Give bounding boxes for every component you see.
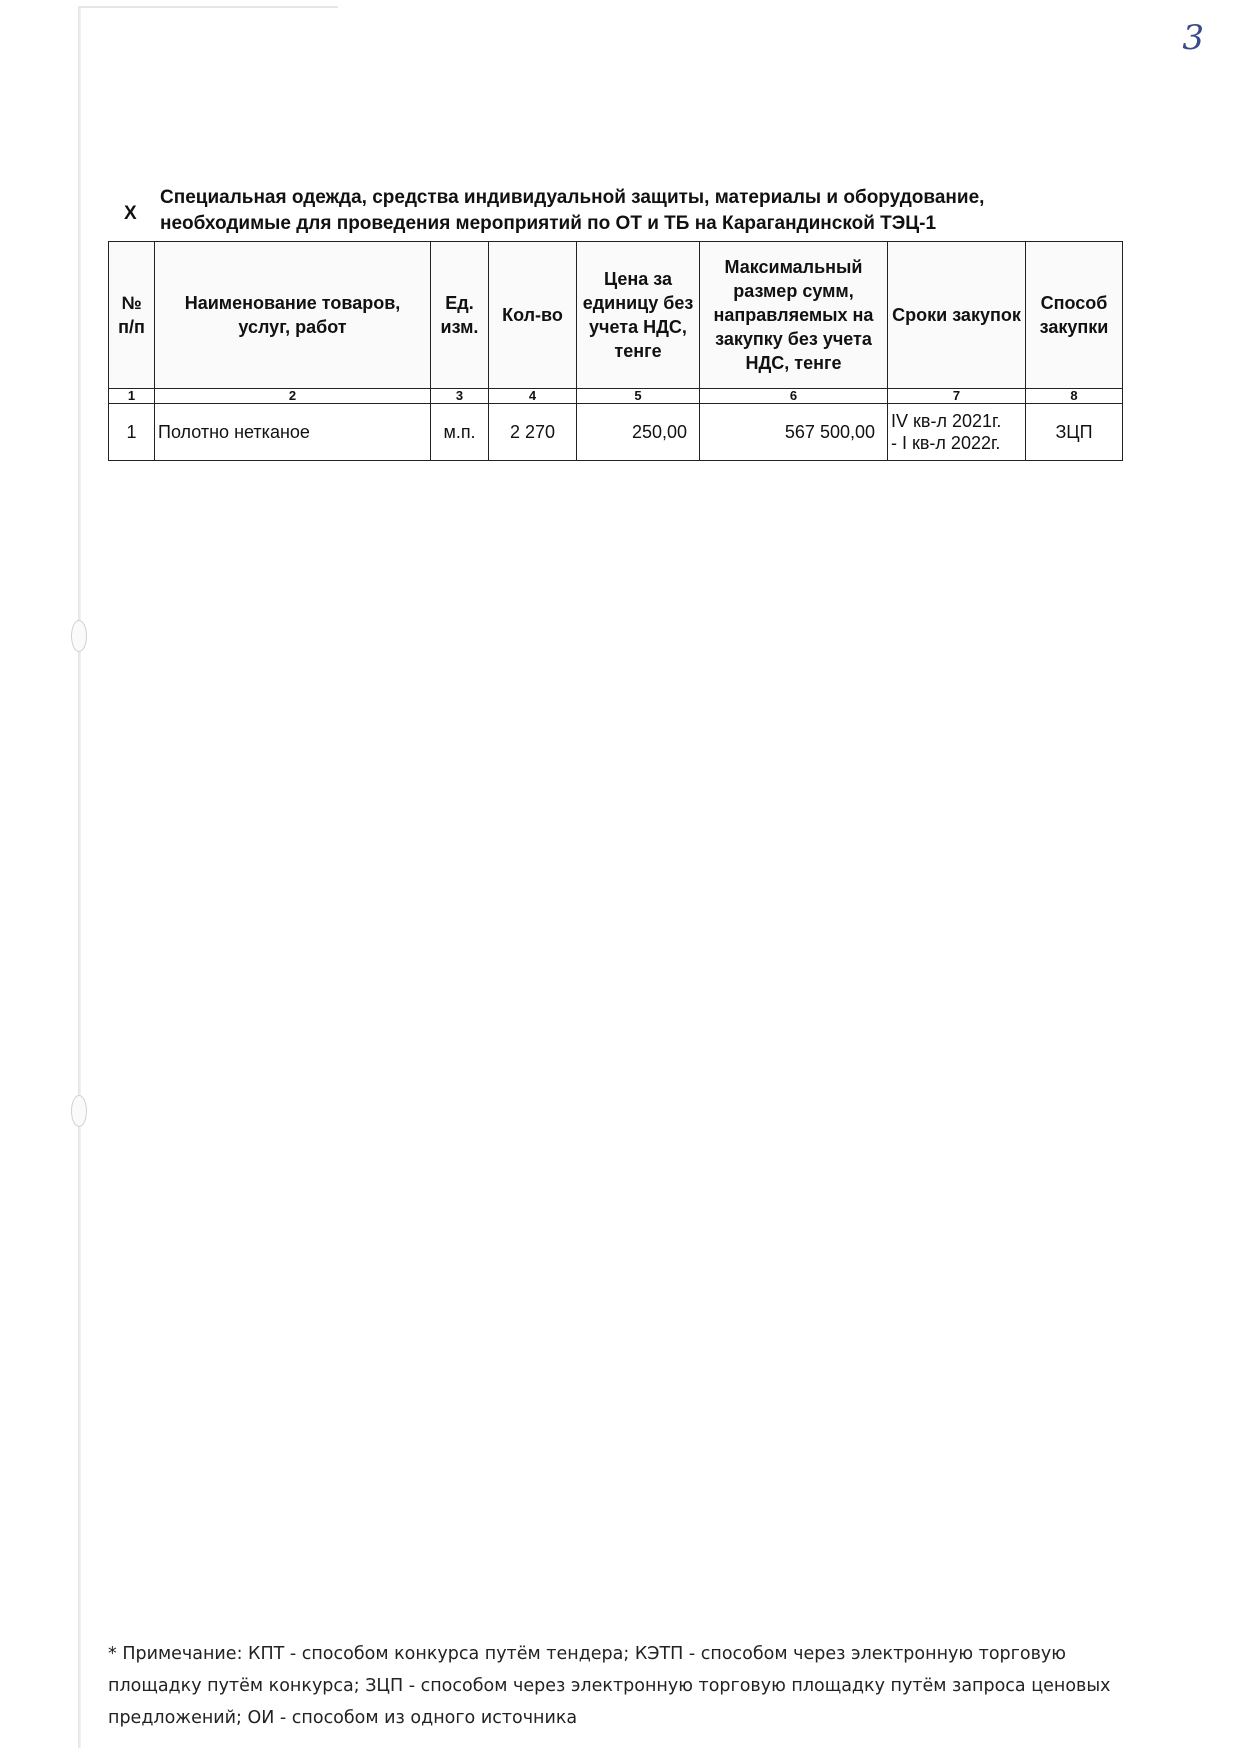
header-quantity: Кол-во	[489, 242, 577, 389]
footnote: * Примечание: КПТ - способом конкурса путём тендера; КЭТП - способом через электронную торговую площадку путём конкурса; ЗЦП - способом через электронную торговую площадку путём запроса ценовых предложений; ОИ - способом из одного источника	[108, 1644, 1111, 1728]
row-quantity: 2 270	[489, 404, 577, 461]
column-number: 2	[155, 389, 431, 404]
row-max-sum: 567 500,00	[700, 404, 888, 461]
table-header-row	[109, 242, 1123, 389]
column-number: 5	[577, 389, 700, 404]
punch-hole-upper	[71, 620, 87, 652]
row-terms-line-1: IV кв-л 2021г.	[891, 411, 1002, 431]
scan-left-edge	[78, 8, 81, 1748]
column-number: 1	[109, 389, 155, 404]
procurement-table	[108, 241, 1123, 461]
scan-top-edge	[78, 6, 338, 8]
table-row	[109, 404, 1123, 461]
section-title	[160, 185, 1120, 237]
header-method: Способ закупки	[1026, 242, 1123, 389]
row-number: 1	[109, 404, 155, 461]
section-number: X	[124, 203, 137, 224]
row-terms	[888, 404, 1026, 461]
column-number: 3	[431, 389, 489, 404]
section-title-line-1: Специальная одежда, средства индивидуальной защиты, материалы и оборудование,	[160, 187, 985, 208]
row-unit: м.п.	[431, 404, 489, 461]
column-number: 7	[888, 389, 1026, 404]
column-number: 4	[489, 389, 577, 404]
section-title-line-2: необходимые для проведения мероприятий по ОТ и ТБ на Карагандинской ТЭЦ-1	[160, 213, 937, 234]
row-method: ЗЦП	[1026, 404, 1123, 461]
row-unit-price: 250,00	[577, 404, 700, 461]
punch-hole-lower	[71, 1095, 87, 1127]
header-terms: Сроки закупок	[888, 242, 1026, 389]
column-numbering-row	[109, 389, 1123, 404]
row-item-name: Полотно нетканое	[155, 404, 431, 461]
header-max-sum: Максимальный размер сумм, направляемых на закупку без учета НДС, тенге	[700, 242, 888, 389]
row-terms-line-2: - I кв-л 2022г.	[891, 433, 1001, 453]
header-number: № п/п	[109, 242, 155, 389]
header-unit-price: Цена за единицу без учета НДС, тенге	[577, 242, 700, 389]
page-number: 3	[1182, 18, 1204, 58]
column-number: 8	[1026, 389, 1123, 404]
header-name: Наименование товаров, услуг, работ	[155, 242, 431, 389]
column-number: 6	[700, 389, 888, 404]
header-unit: Ед. изм.	[431, 242, 489, 389]
